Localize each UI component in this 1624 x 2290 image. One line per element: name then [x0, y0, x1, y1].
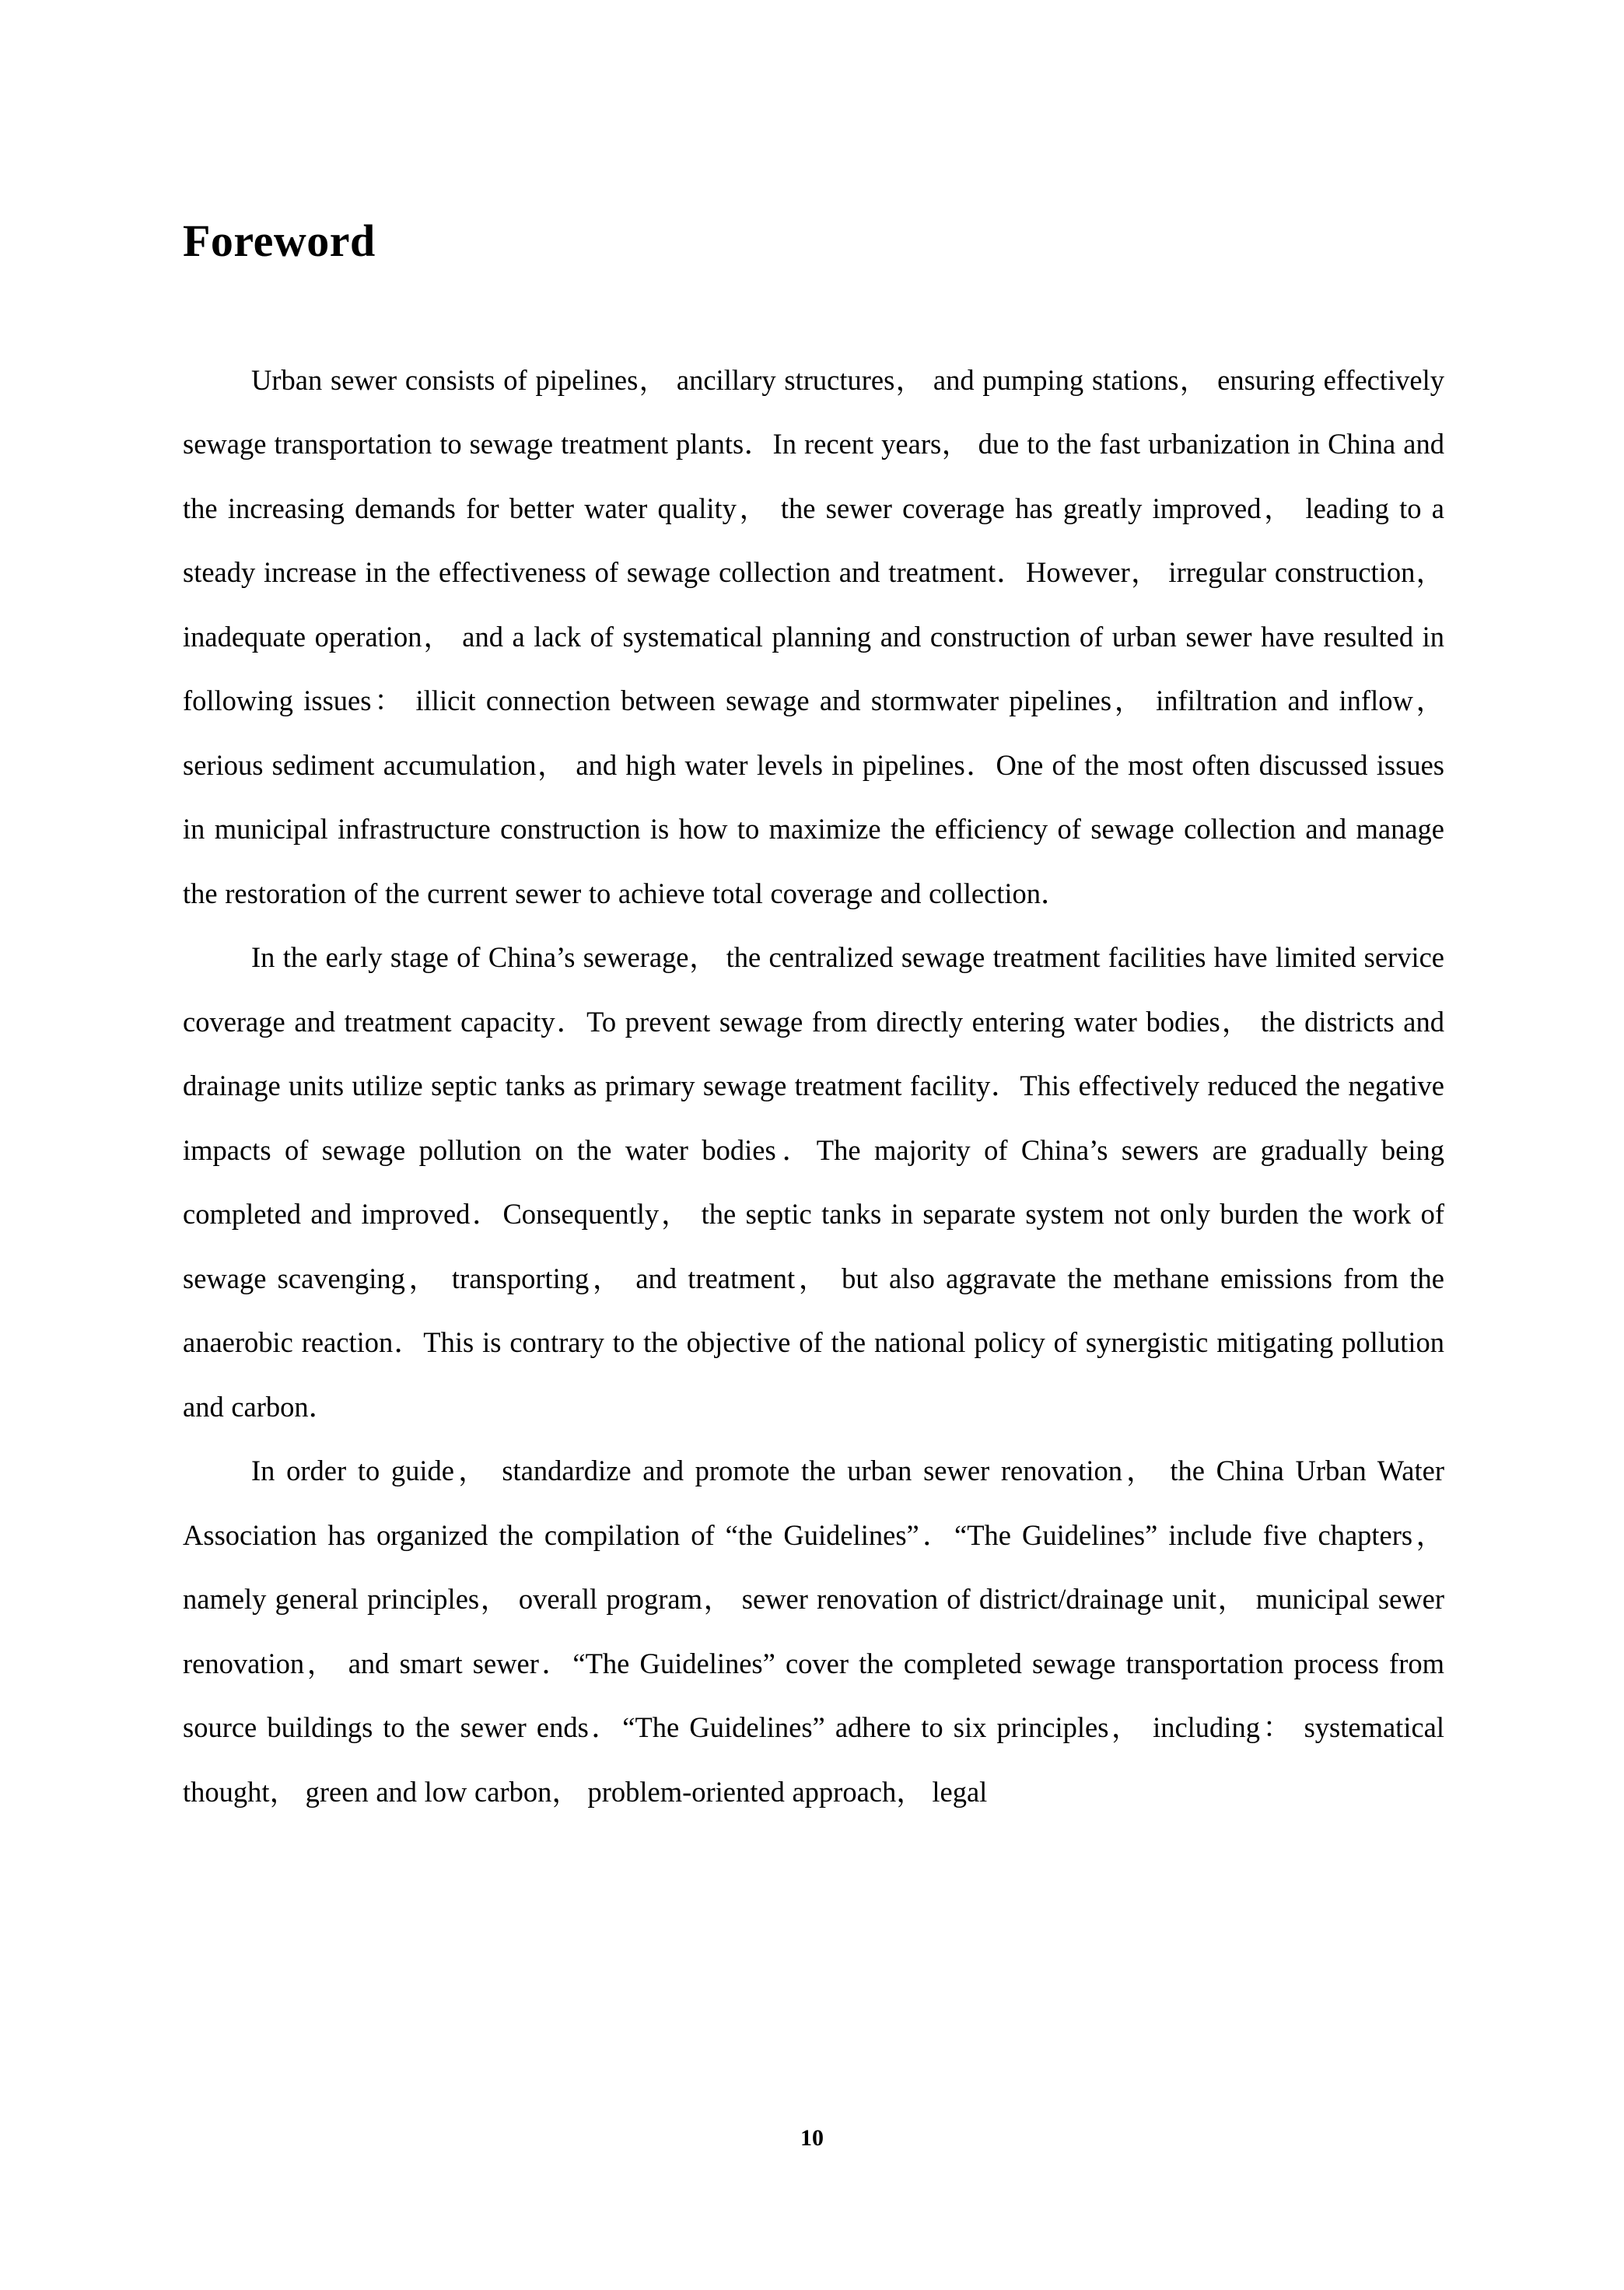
paragraph: In the early stage of China’s sewerage， the centralized sewage treatment facilities have limited service coverage and treatment capacity．To prevent sewage from directly entering water bodies， the districts and drainage units utilize septic tanks as primary sewage treatment facility．This effectively reduced the negative impacts of sewage pollution on the water bodies．The majority of China’s sewers are gradually being completed and improved．Consequently， the septic tanks in separate system not only burden the work of sewage scavenging， transporting， and treatment， but also aggravate the methane emissions from the anaerobic reaction．This is contrary to the objective of the national policy of synergistic mitigating pollution and carbon．	[183, 941, 1444, 1423]
body-text	[183, 348, 1444, 1825]
page-title: Foreword	[183, 215, 376, 266]
page-content	[183, 0, 1444, 1824]
paragraph: Urban sewer consists of pipelines， ancillary structures， and pumping stations， ensuring effectively sewage transportation to sewage treatment plants．In recent years， due to the fast urbanization in China and the increasing demands for better water quality， the sewer coverage has greatly improved， leading to a steady increase in the effectiveness of sewage collection and treatment．However， irregular construction， inadequate operation， and a lack of systematical planning and construction of urban sewer have resulted in following issues： illicit connection between sewage and stormwater pipelines， infiltration and inflow， serious sediment accumulation， and high water levels in pipelines．One of the most often discussed issues in municipal infrastructure construction is how to maximize the efficiency of sewage collection and manage the restoration of the current sewer to achieve total coverage and collection．	[183, 363, 1444, 909]
page-number: 10	[800, 2125, 824, 2151]
paragraph: In order to guide， standardize and promote the urban sewer renovation， the China Urban Water Association has organized the compilation of “the Guidelines”．“The Guidelines” include five chapters， namely general principles， overall program， sewer renovation of district/drainage unit， municipal sewer renovation， and smart sewer．“The Guidelines” cover the completed sewage transportation process from source buildings to the sewer ends．“The Guidelines” adhere to six principles， including： systematical thought， green and low carbon， problem-oriented approach， legal	[183, 1455, 1444, 1808]
